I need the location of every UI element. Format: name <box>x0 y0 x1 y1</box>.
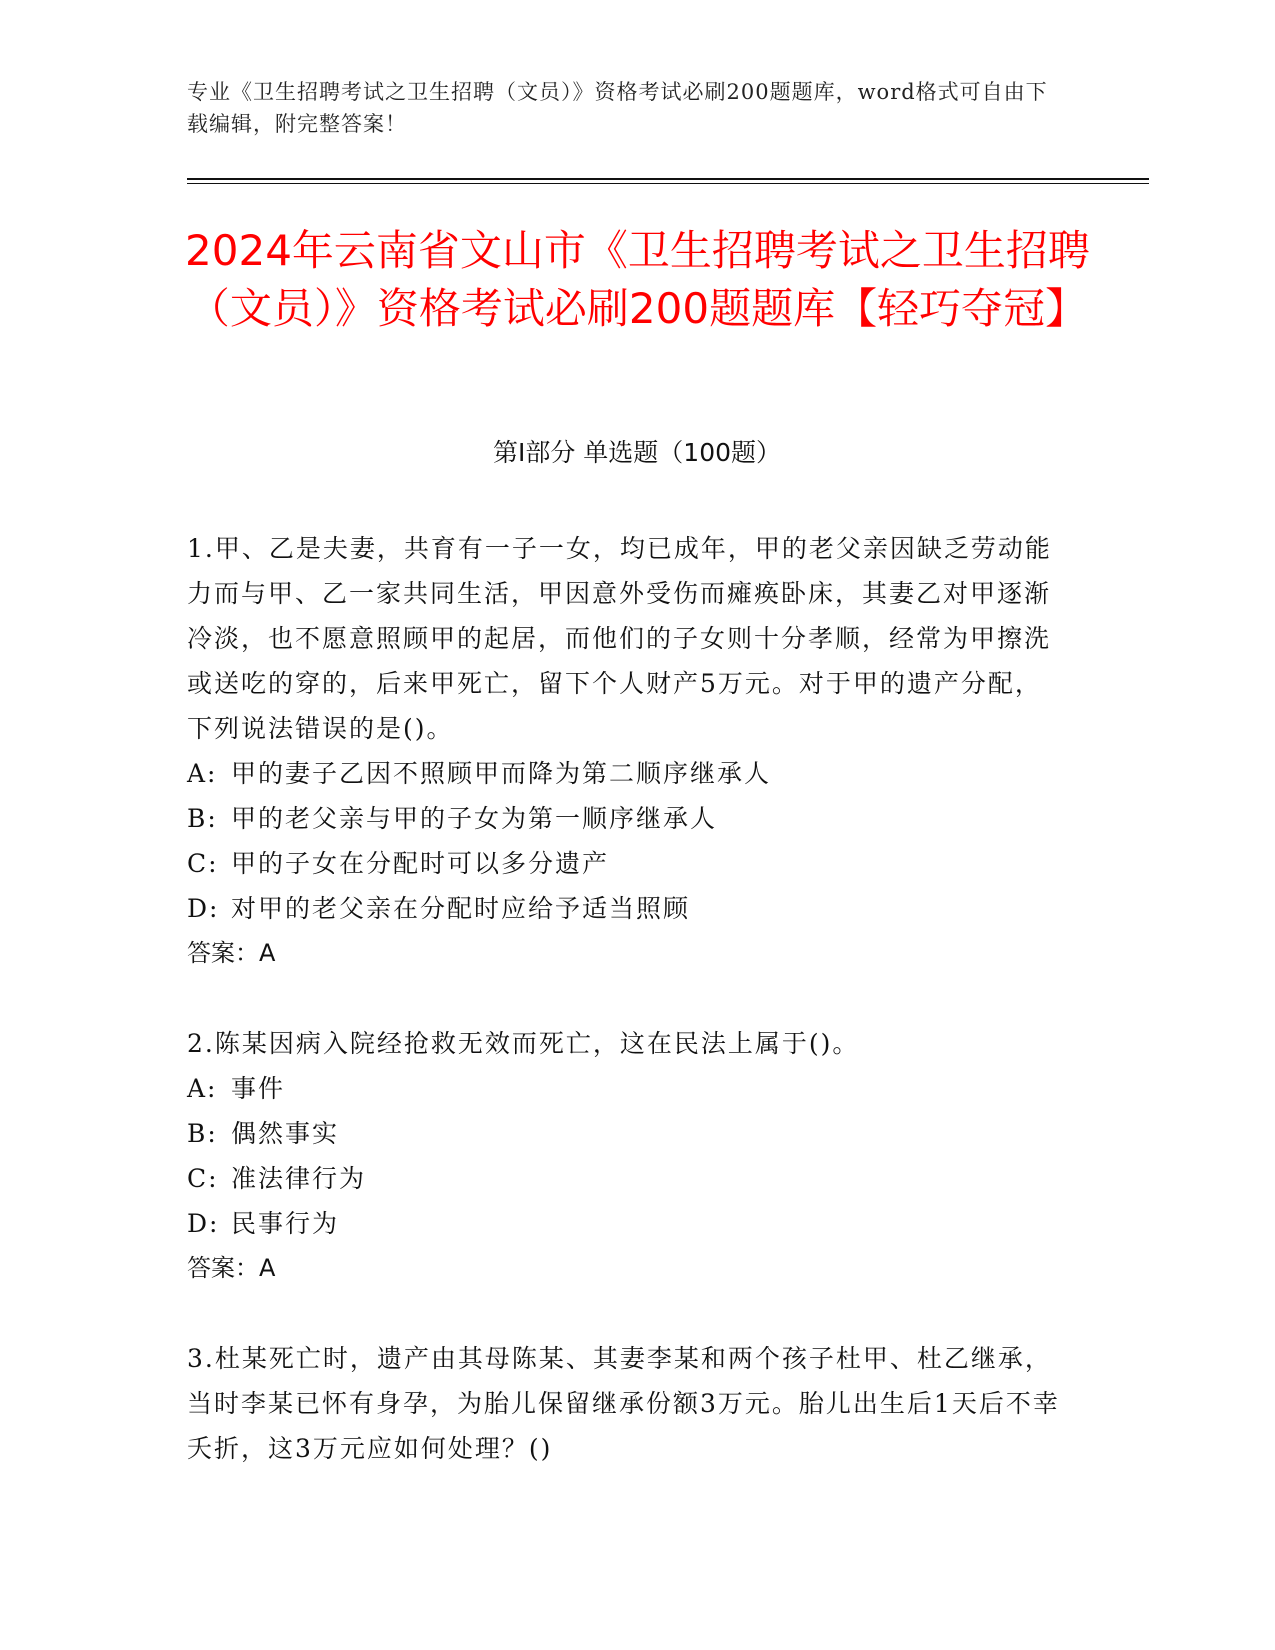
option-letter: B: <box>187 804 218 833</box>
option-text: 甲的老父亲与甲的子女为第一顺序继承人 <box>231 804 718 833</box>
header-divider-thin <box>187 183 1149 184</box>
question-2 <box>187 1021 1067 1291</box>
question-3 <box>187 1336 1067 1471</box>
document-title: 2024年云南省文山市《卫生招聘考试之卫生招聘（文员）》资格考试必刷200题题库【轻巧夺冠】 <box>185 226 1090 333</box>
answer-value: A <box>259 939 276 967</box>
option-letter: B: <box>187 1119 218 1148</box>
answer-label: 答案： <box>187 939 259 967</box>
option-text: 甲的子女在分配时可以多分遗产 <box>231 849 610 878</box>
answer-label: 答案： <box>187 1254 259 1282</box>
option-text: 甲的妻子乙因不照顾甲而降为第二顺序继承人 <box>231 759 772 788</box>
option-letter: D: <box>187 894 220 923</box>
option-text: 对甲的老父亲在分配时应给予适当照顾 <box>231 894 691 923</box>
option-text: 民事行为 <box>231 1209 340 1238</box>
option-text: 事件 <box>231 1074 286 1103</box>
option-d <box>187 1201 1067 1246</box>
question-1 <box>187 526 1067 976</box>
option-letter: D: <box>187 1209 220 1238</box>
option-a <box>187 751 1067 796</box>
option-c <box>187 841 1067 886</box>
question-stem: 3.杜某死亡时，遗产由其母陈某、其妻李某和两个孩子杜甲、杜乙继承，当时李某已怀有身孕，为胎儿保留继承份额3万元。胎儿出生后1天后不幸夭折，这3万元应如何处理？() <box>187 1344 1060 1463</box>
option-letter: C: <box>187 1164 219 1193</box>
section-title: 第I部分 单选题（100题） <box>492 438 782 467</box>
option-text: 准法律行为 <box>231 1164 367 1193</box>
option-c <box>187 1156 1067 1201</box>
question-stem: 1.甲、乙是夫妻，共育有一子一女，均已成年，甲的老父亲因缺乏劳动能力而与甲、乙一家共同生活，甲因意外受伤而瘫痪卧床，其妻乙对甲逐渐冷淡，也不愿意照顾甲的起居，而他们的子女则十分孝顺，经常为甲擦洗或送吃的穿的，后来甲死亡，留下个人财产5万元。对于甲的遗产分配，下列说法错误的是()。 <box>187 534 1052 743</box>
option-b <box>187 1111 1067 1156</box>
question-list <box>187 526 1067 1516</box>
option-letter: C: <box>187 849 219 878</box>
header-divider-thick <box>187 178 1149 180</box>
question-stem: 2.陈某因病入院经抢救无效而死亡，这在民法上属于()。 <box>187 1029 860 1058</box>
option-d <box>187 886 1067 931</box>
option-b <box>187 796 1067 841</box>
answer-value: A <box>259 1254 276 1282</box>
answer-line <box>187 931 1067 976</box>
header-note: 专业《卫生招聘考试之卫生招聘（文员）》资格考试必刷200题题库，word格式可自由下载编辑，附完整答案！ <box>187 80 1048 136</box>
option-a <box>187 1066 1067 1111</box>
option-letter: A: <box>187 759 218 788</box>
option-text: 偶然事实 <box>231 1119 340 1148</box>
answer-line <box>187 1246 1067 1291</box>
option-letter: A: <box>187 1074 218 1103</box>
